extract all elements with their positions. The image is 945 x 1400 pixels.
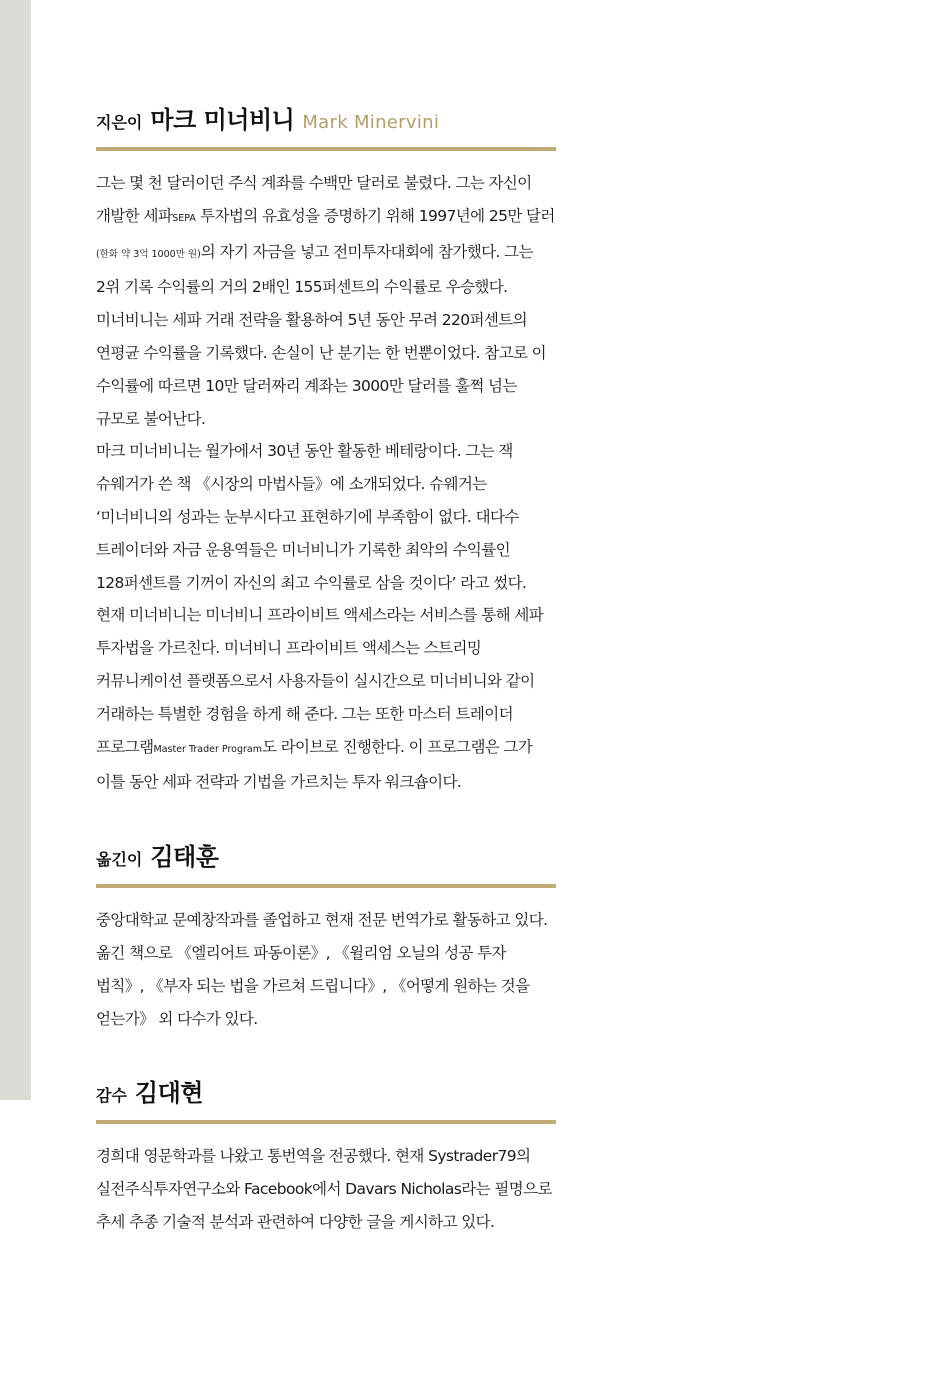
supervisor-bio xyxy=(96,1140,556,1238)
text-run: 미너비니는 세파 거래 전략을 활용하여 5년 동안 무려 220퍼센트의 연평균 수익률을 기록했다. 손실이 난 분기는 한 번뿐이었다. 참고로 이 수익률에 따르면 10만 달러짜리 계좌는 3000만 달러를 훌쩍 넘는 규모로 불어난다. xyxy=(96,311,547,428)
translator-section xyxy=(96,837,556,1035)
text-run: 그는 몇 천 달러이던 주식 계좌를 수백만 달러로 불렸다. 그는 자신이 개발한 세파 xyxy=(96,174,532,225)
inline-note: Master Trader Program xyxy=(153,743,262,755)
bio-paragraph xyxy=(96,304,556,435)
text-run: 도 라이브로 진행한다. 이 프로그램은 그가 이틀 동안 세파 전략과 기법을 가르치는 투자 워크숍이다. xyxy=(96,737,533,792)
author-name-korean: 마크 미너비니 xyxy=(150,106,295,134)
text-run: 중앙대학교 문예창작과를 졸업하고 현재 전문 번역가로 활동하고 있다. 옮긴 책으로 《엘리어트 파동이론》, 《윌리엄 오닐의 성공 투자 법칙》, 《부자 되는 법을 가르쳐 드립니다》, 《어떻게 원하는 것을 얻는가》 외 다수가 있다. xyxy=(96,911,548,1028)
text-run: 투자법의 유효성을 증명하기 위해 1997년에 25만 달러 xyxy=(195,206,555,225)
author-bio xyxy=(96,167,556,799)
translator-bio xyxy=(96,904,556,1035)
bio-paragraph xyxy=(96,599,556,799)
supervisor-heading xyxy=(96,1073,556,1108)
author-section xyxy=(96,100,556,799)
bio-paragraph xyxy=(96,435,556,599)
role-label: 감수 xyxy=(96,1086,127,1106)
supervisor-name: 김대현 xyxy=(134,1079,203,1108)
author-info-page xyxy=(96,100,556,1239)
bio-paragraph xyxy=(96,904,556,1035)
bio-paragraph xyxy=(96,1140,556,1238)
supervisor-section xyxy=(96,1073,556,1238)
text-run: 현재 미너비니는 미너비니 프라이비트 액세스라는 서비스를 통해 세파 투자법을 가르친다. 미너비니 프라이비트 액세스는 스트리밍 커뮤니케이션 플랫폼으로서 사용자들이 실시간으로 미너비니와 같이 거래하는 특별한 경험을 하게 해 준다. 그는 또한 마스터 트레이더 프로그램 xyxy=(96,606,544,756)
role-label: 지은이 xyxy=(96,113,143,132)
heading-divider xyxy=(96,1120,556,1124)
role-label: 옮긴이 xyxy=(96,850,143,870)
author-name-english: Mark Minervini xyxy=(302,112,440,133)
bio-paragraph xyxy=(96,167,556,304)
text-run: 의 자기 자금을 넣고 전미투자대회에 참가했다. 그는 2위 기록 수익률의 거의 2배인 155퍼센트의 수익률로 우승했다. xyxy=(96,242,533,297)
text-run: 마크 미너비니는 월가에서 30년 동안 활동한 베테랑이다. 그는 잭 슈웨거가 쓴 책 《시장의 마법사들》에 소개되었다. 슈웨거는 ‘미너비니의 성과는 눈부시다고 표현하기에 부족함이 없다. 대다수 트레이더와 자금 운용역들은 미너비니가 기록한 최악의 수익률인 128퍼센트를 기꺼이 자신의 최고 수익률로 삼을 것이다’ 라고 썼다. xyxy=(96,442,527,592)
inline-note: (한화 약 3억 1000만 원) xyxy=(96,248,201,260)
heading-divider xyxy=(96,884,556,888)
heading-divider xyxy=(96,147,556,151)
text-run: 경희대 영문학과를 나왔고 통번역을 전공했다. 현재 Systrader79의 실전주식투자연구소와 Facebook에서 Davars Nicholas라는 필명으로 추세 추종 기술적 분석과 관련하여 다양한 글을 게시하고 있다. xyxy=(96,1147,552,1231)
translator-name: 김태훈 xyxy=(150,843,219,872)
side-margin-strip xyxy=(0,0,31,1100)
author-heading xyxy=(96,100,556,135)
inline-note: SEPA xyxy=(172,212,196,224)
translator-heading xyxy=(96,837,556,872)
